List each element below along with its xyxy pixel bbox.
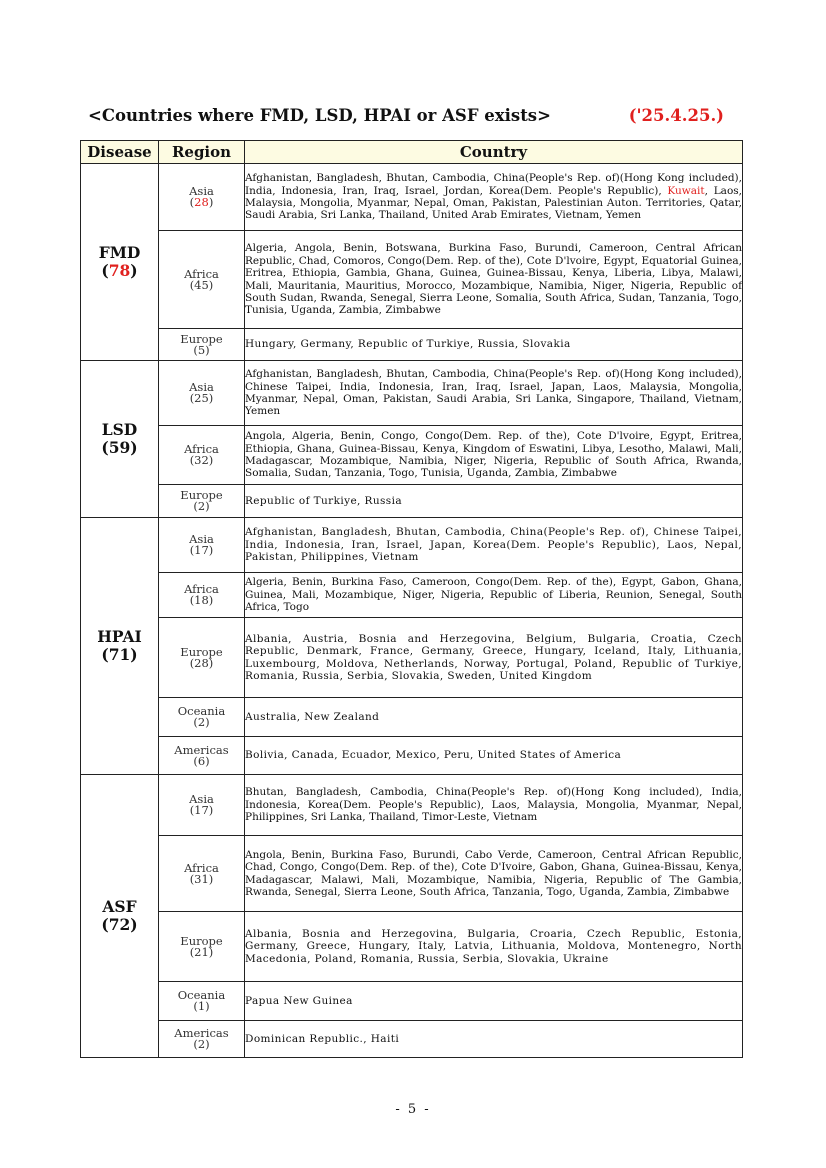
disease-count: (59)	[101, 438, 138, 457]
region-cell	[159, 164, 245, 231]
region-cell	[159, 912, 245, 982]
region-label: Europe	[180, 488, 223, 502]
country-cell: Republic of Turkiye, Russia	[245, 485, 743, 518]
country-cell: Afghanistan, Bangladesh, Bhutan, Cambodia, China(People's Rep. of)(Hong Kong included), India, Indonesia, Iran, Iraq, Israel, Jordan, Korea(Dem. People's Republic), Kuwait, Laos, Malaysia, Mongolia, Myanmar, Nepal, Oman, Pakistan, Palestinian Auton. Territories, Qatar, Saudi Arabia, Sri Lanka, Thailand, United Arab Emirates, Vietnam, Yemen	[245, 164, 743, 231]
region-cell	[159, 1021, 245, 1058]
region-count: (6)	[193, 753, 210, 768]
disease-name: FMD	[98, 243, 141, 262]
region-count: (18)	[189, 593, 214, 607]
disease-cell-lsd	[81, 361, 159, 518]
region-cell	[159, 329, 245, 361]
table-row	[81, 775, 743, 836]
region-label: Africa	[184, 266, 219, 281]
disease-name: LSD	[101, 420, 138, 439]
country-cell: Albania, Austria, Bosnia and Herzegovina, Belgium, Bulgaria, Croatia, Czech Republic, Denmark, France, Germany, Greece, Hungary, Iceland, Italy, Lithuania, Luxembourg, Moldova, Netherlands, Norway, Portugal, Poland, Republic of Turkiye, Romania, Russia, Serbia, Slovakia, Sweden, United Kingdom	[245, 618, 743, 698]
region-cell	[159, 426, 245, 485]
region-cell	[159, 775, 245, 836]
region-label: Oceania	[177, 988, 226, 1002]
region-label: Asia	[189, 184, 214, 198]
country-cell: Algeria, Benin, Burkina Faso, Cameroon, Congo(Dem. Rep. of the), Egypt, Gabon, Ghana, Guinea, Mali, Mozambique, Niger, Nigeria, Republic of Liberia, Reunion, Senegal, South Africa, Togo	[245, 573, 743, 618]
region-count: (5)	[193, 342, 210, 357]
country-cell: Algeria, Angola, Benin, Botswana, Burkina Faso, Burundi, Cameroon, Central African Republic, Chad, Comoros, Congo(Dem. Rep. of the), Cote D'lvoire, Egypt, Equatorial Guinea, Eritrea, Ethiopia, Gambia, Ghana, Guinea, Guinea-Bissau, Kenya, Liberia, Libya, Malawi, Mali, Mauritania, Mauritius, Morocco, Mozambique, Namibia, Niger, Nigeria, Republic of South Sudan, Rwanda, Senegal, Sierra Leone, Somalia, South Africa, Sudan, Tanzania, Togo, Tunisia, Uganda, Zambia, Zimbabwe	[245, 231, 743, 329]
region-count: (2)	[193, 715, 210, 729]
count-highlight: 78	[108, 261, 131, 280]
region-count: (17)	[189, 543, 214, 557]
region-label: Asia	[189, 380, 214, 394]
header-disease: Disease	[81, 141, 159, 164]
country-cell: Angola, Algeria, Benin, Congo, Congo(Dem. Rep. of the), Cote D'lvoire, Egypt, Eritrea, Ethiopia, Ghana, Guinea-Bissau, Kenya, Kingdom of Eswatini, Libya, Lesotho, Malawi, Mali, Madagascar, Mozambique, Namibia, Niger, Nigeria, Republic of South Africa, Rwanda, Somalia, Sudan, Tanzania, Togo, Tunisia, Uganda, Zambia, Zimbabwe	[245, 426, 743, 485]
disease-count: (78)	[101, 261, 138, 280]
table-row	[81, 485, 743, 518]
region-label: Asia	[189, 532, 214, 546]
region-count: (17)	[189, 803, 214, 817]
region-label: Africa	[184, 860, 219, 875]
region-cell	[159, 485, 245, 518]
header-region: Region	[159, 141, 245, 164]
disease-cell-fmd	[81, 164, 159, 361]
region-cell	[159, 361, 245, 426]
count-highlight: 28	[194, 195, 209, 209]
disease-name: ASF	[102, 897, 137, 916]
document-heading	[88, 106, 728, 130]
region-label: Africa	[184, 442, 219, 456]
region-label: Americas	[174, 742, 229, 757]
region-count: (32)	[189, 453, 214, 467]
region-cell	[159, 231, 245, 329]
region-cell	[159, 518, 245, 573]
country-cell: Angola, Benin, Burkina Faso, Burundi, Cabo Verde, Cameroon, Central African Republic, Chad, Congo, Congo(Dem. Rep. of the), Cote D'Ivoire, Gabon, Ghana, Guinea-Bissau, Kenya, Madagascar, Malawi, Mali, Mozambique, Namibia, Nigeria, Republic of The Gambia, Rwanda, Senegal, Sierra Leone, South Africa, Tanzania, Togo, Uganda, Zambia, Zimbabwe	[245, 836, 743, 912]
country-cell: Bhutan, Bangladesh, Cambodia, China(People's Rep. of)(Hong Kong included), India, Indonesia, Korea(Dem. People's Republic), Laos, Malaysia, Mongolia, Myanmar, Nepal, Philippines, Sri Lanka, Thailand, Timor-Leste, Vietnam	[245, 775, 743, 836]
region-count: (2)	[193, 499, 210, 513]
disease-cell-hpai	[81, 518, 159, 775]
region-cell	[159, 618, 245, 698]
document-title: <Countries where FMD, LSD, HPAI or ASF exists>	[88, 106, 551, 125]
table-row	[81, 231, 743, 329]
table-row	[81, 737, 743, 775]
table-row	[81, 361, 743, 426]
region-label: Americas	[174, 1026, 229, 1040]
table-header-row	[81, 141, 743, 164]
disease-count: (71)	[101, 645, 138, 664]
country-highlight: Kuwait	[667, 184, 705, 197]
table-row	[81, 329, 743, 361]
table-row	[81, 912, 743, 982]
page-number: - 5 -	[395, 1102, 431, 1117]
table-row	[81, 573, 743, 618]
disease-cell-asf	[81, 775, 159, 1058]
disease-name: HPAI	[97, 627, 142, 646]
country-cell: Afghanistan, Bangladesh, Bhutan, Cambodia, China(People's Rep. of), Chinese Taipei, India, Indonesia, Iran, Israel, Japan, Korea(Dem. People's Republic), Laos, Nepal, Pakistan, Philippines, Vietnam	[245, 518, 743, 573]
table-row	[81, 1021, 743, 1058]
disease-country-table	[80, 140, 743, 1058]
country-cell: Afghanistan, Bangladesh, Bhutan, Cambodia, China(People's Rep. of)(Hong Kong included), Chinese Taipei, India, Indonesia, Iran, Iraq, Israel, Japan, Laos, Malaysia, Mongolia, Myanmar, Nepal, Oman, Pakistan, Saudi Arabia, Sri Lanka, Singapore, Thailand, Vietnam, Yemen	[245, 361, 743, 426]
region-label: Oceania	[177, 704, 226, 718]
country-cell: Papua New Guinea	[245, 982, 743, 1021]
region-cell	[159, 698, 245, 737]
region-label: Asia	[189, 792, 214, 806]
region-count: (28)	[189, 195, 214, 209]
region-cell	[159, 982, 245, 1021]
country-cell: Hungary, Germany, Republic of Turkiye, Russia, Slovakia	[245, 329, 743, 361]
table-row	[81, 982, 743, 1021]
table-row	[81, 518, 743, 573]
region-count: (2)	[193, 1037, 210, 1051]
region-label: Europe	[180, 933, 223, 948]
region-cell	[159, 737, 245, 775]
table-row	[81, 164, 743, 231]
region-label: Africa	[184, 582, 219, 596]
disease-count: (72)	[101, 915, 138, 934]
country-cell: Albania, Bosnia and Herzegovina, Bulgaria, Croaria, Czech Republic, Estonia, Germany, Greece, Hungary, Italy, Latvia, Lithuania, Moldova, Montenegro, North Macedonia, Poland, Romania, Russia, Serbia, Slovakia, Ukraine	[245, 912, 743, 982]
table-row	[81, 698, 743, 737]
document-date: ('25.4.25.)	[628, 106, 724, 125]
country-cell: Bolivia, Canada, Ecuador, Mexico, Peru, United States of America	[245, 737, 743, 775]
country-cell: Australia, New Zealand	[245, 698, 743, 737]
region-cell	[159, 836, 245, 912]
region-label: Europe	[180, 331, 223, 346]
table-row	[81, 426, 743, 485]
region-count: (1)	[193, 999, 210, 1013]
region-count: (45)	[189, 277, 214, 292]
table-row	[81, 618, 743, 698]
region-count: (31)	[189, 871, 214, 886]
region-cell	[159, 573, 245, 618]
region-count: (28)	[189, 655, 214, 670]
table-row	[81, 836, 743, 912]
region-count: (21)	[189, 944, 214, 959]
header-country: Country	[245, 141, 743, 164]
region-label: Europe	[180, 644, 223, 659]
region-count: (25)	[189, 391, 214, 405]
country-cell: Dominican Republic., Haiti	[245, 1021, 743, 1058]
